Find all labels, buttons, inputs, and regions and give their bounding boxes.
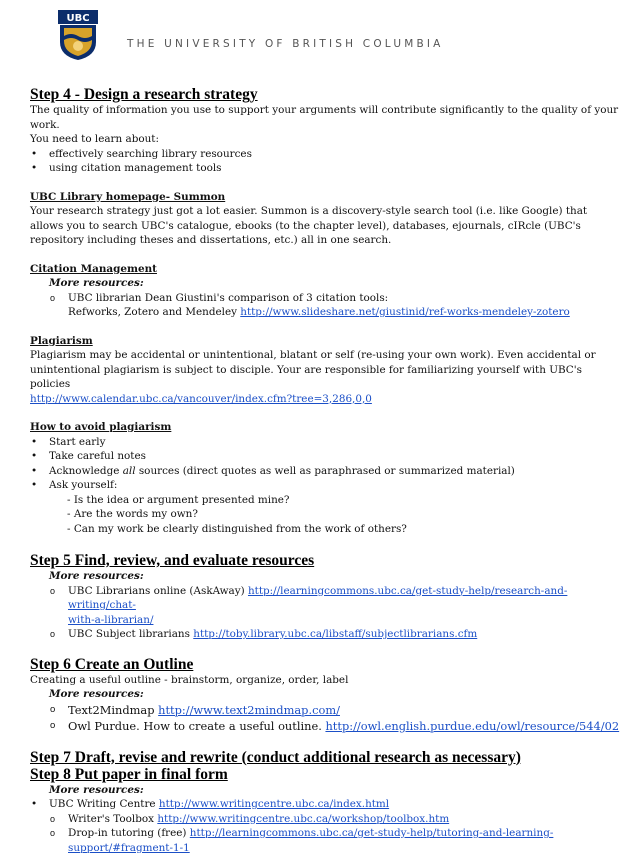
askaway-link[interactable]: http://learningcommons.ubc.ca/get-study-help/research-and-writing/chat- [68, 584, 568, 611]
text2mindmap-link[interactable]: http://www.text2mindmap.com/ [158, 702, 340, 717]
document-body [30, 86, 620, 855]
askaway-link-cont[interactable]: with-a-librarian/ [68, 613, 154, 626]
subject-librarians-link[interactable]: http://toby.library.ubc.ca/libstaff/subjectlibrarians.cfm [193, 628, 478, 640]
list-item: • using citation management tools [30, 161, 620, 176]
ubc-crest-logo [58, 10, 98, 60]
list-item [30, 702, 620, 719]
owl-purdue-text: Owl Purdue. How to create a useful outline. [68, 719, 326, 733]
list-item [30, 584, 620, 628]
toolbox-text: Writer's Toolbox [68, 812, 158, 825]
step4-intro-1: The quality of information you use to support your arguments will contribute significantly to the quality of your work. [30, 104, 619, 131]
step6-intro: Creating a useful outline - brainstorm, organize, order, label [30, 673, 349, 686]
more-resources-label: More resources: [49, 783, 144, 796]
more-resources-label: More resources: [49, 570, 144, 582]
list-item [30, 718, 620, 735]
subject-librarians-text: UBC Subject librarians [68, 628, 194, 640]
summon-heading: UBC Library homepage- Summon [30, 190, 226, 203]
step5-list [30, 584, 620, 642]
step5-title: Step 5 Find, review, and evaluate resources [30, 552, 315, 569]
step6-title: Step 6 Create an Outline [30, 655, 194, 673]
list-item: • effectively searching library resources [30, 147, 620, 162]
text2mindmap-text: Text2Mindmap [68, 702, 159, 717]
dropin-link[interactable]: http://learningcommons.ubc.ca/get-study-help/tutoring-and-learning- [189, 827, 554, 839]
step8-list [30, 797, 620, 855]
writing-centre-link[interactable]: http://www.writingcentre.ubc.ca/index.html [158, 798, 390, 810]
summon-text: Your research strategy just got a lot easier. Summon is a discovery-style search tool (i.e. like Google) that allows you to search UBC's catalogue, ebooks (to the chapter level), databases, ejournals, cIRcle (UBC's repository including theses and dissertations, etc.) all in one search. [30, 205, 588, 246]
list-item [30, 627, 620, 642]
plagiarism-policy-link[interactable]: http://www.calendar.ubc.ca/vancouver/index.cfm?tree=3,286,0,0 [30, 392, 372, 405]
question-2: - Are the words my own? [67, 508, 198, 520]
step7-title: Step 7 Draft, revise and rewrite (conduct additional research as necessary) [30, 748, 521, 766]
owl-purdue-link[interactable]: http://owl.english.purdue.edu/owl/resource/544/02 [325, 719, 620, 733]
citation-link[interactable]: http://www.slideshare.net/giustinid/ref-works-mendeley-zotero [240, 306, 570, 318]
citation-item-text: UBC librarian Dean Giustini's comparison of 3 citation tools: [68, 291, 389, 304]
step6-list [30, 702, 620, 735]
list-item [30, 826, 620, 855]
list-item: • Acknowledge all sources (direct quotes as well as paraphrased or summarized material) [30, 464, 620, 479]
step8-title: Step 8 Put paper in final form [30, 765, 228, 783]
list-item [30, 291, 620, 320]
askaway-text: UBC Librarians online (AskAway) [68, 584, 248, 597]
logo-text: UBC [66, 13, 90, 24]
citation-heading: Citation Management [30, 262, 157, 275]
question-1: - Is the idea or argument presented mine? [67, 493, 290, 506]
citation-item-text-2: Refworks, Zotero and Mendeley [68, 306, 241, 318]
avoid-plagiarism-list [30, 435, 620, 493]
dropin-link-cont[interactable]: support/#fragment-1-1 [68, 841, 190, 854]
list-item: • Start early [30, 435, 620, 450]
citation-list [30, 291, 620, 320]
university-name: THE UNIVERSITY OF BRITISH COLUMBIA [127, 38, 444, 50]
list-item [30, 797, 620, 812]
more-resources-label: More resources: [49, 688, 144, 700]
list-item [30, 812, 620, 827]
avoid-plagiarism-heading: How to avoid plagiarism [30, 421, 172, 433]
step4-title: Step 4 - Design a research strategy [30, 86, 258, 103]
toolbox-link[interactable]: http://www.writingcentre.ubc.ca/workshop/toolbox.htm [157, 812, 450, 825]
step4-bullet-list [30, 147, 620, 176]
list-item: • Ask yourself: [30, 478, 620, 493]
plagiarism-heading: Plagiarism [30, 334, 93, 347]
page-header [0, 0, 638, 80]
more-resources-label: More resources: [49, 277, 144, 289]
plagiarism-text: Plagiarism may be accidental or unintentional, blatant or self (re-using your own work). Even accidental or unintentional plagiarism is subject to disciple. Your are responsible for familiarizing yourself with UBC's policies [30, 349, 596, 390]
dropin-text: Drop-in tutoring (free) [68, 827, 190, 839]
list-item: • Take careful notes [30, 449, 620, 464]
question-3: - Can my work be clearly distinguished from the work of others? [67, 522, 407, 535]
step4-intro-2: You need to learn about: [30, 133, 159, 145]
writing-centre-text: UBC Writing Centre [49, 798, 159, 810]
